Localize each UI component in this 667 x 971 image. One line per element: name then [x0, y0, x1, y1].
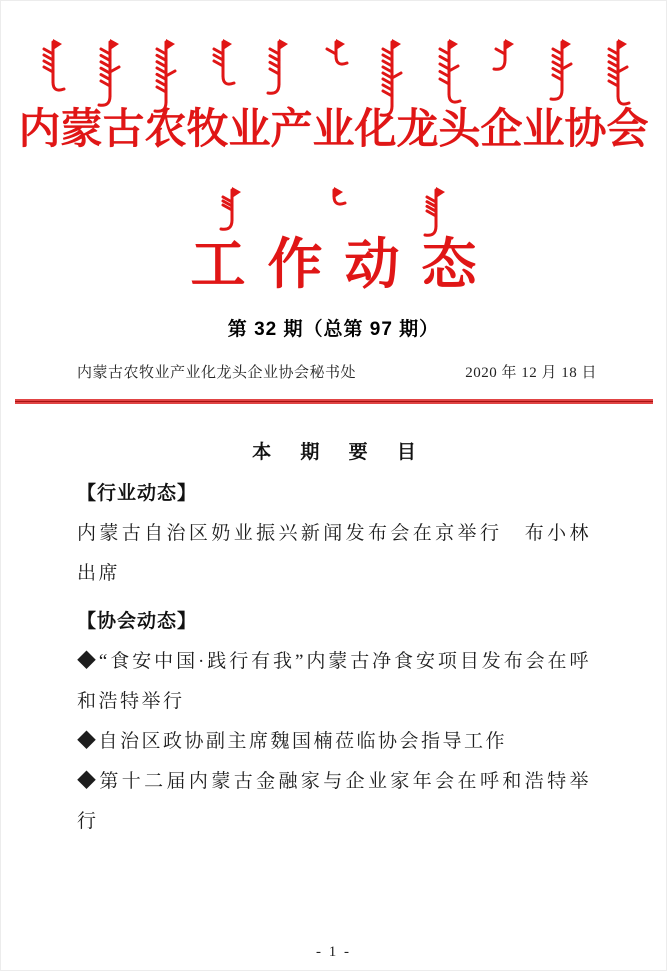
publisher-row	[0, 362, 667, 384]
mongolian-word-icon	[40, 36, 66, 102]
toc-item: 内蒙古自治区奶业振兴新闻发布会在京举行 布小林出席	[77, 523, 591, 584]
toc-item: ◆“食安中国·践行有我”内蒙古净食安项目发布会在呼和浩特举行	[77, 651, 591, 712]
section-label-association: 【协会动态】	[77, 611, 198, 632]
publish-date: 2020 年 12 月 18 日	[465, 365, 597, 381]
toc-item: ◆自治区政协副主席魏国楠莅临协会指导工作	[77, 731, 508, 752]
mongolian-word-icon	[321, 184, 347, 216]
mongolian-word-icon	[436, 36, 462, 114]
mongolian-word-icon	[210, 36, 236, 96]
mongolian-word-icon	[266, 36, 292, 104]
section-label-industry: 【行业动态】	[77, 483, 198, 504]
issue-number: 第 32 期（总第 97 期）	[227, 319, 440, 340]
mongolian-word-icon	[492, 36, 518, 80]
mongolian-script-subtitle	[0, 184, 667, 236]
contents-heading: 本 期 要 目	[252, 442, 428, 463]
mongolian-word-icon	[549, 36, 575, 110]
contents-block	[77, 440, 591, 842]
mongolian-word-icon	[323, 36, 349, 76]
masthead-divider	[15, 399, 653, 404]
page-number: - 1 -	[316, 944, 351, 960]
mongolian-word-icon	[219, 184, 245, 240]
toc-item: ◆第十二届内蒙古金融家与企业家年会在呼和浩特举行	[77, 771, 591, 832]
publisher-name: 内蒙古农牧业产业化龙头企业协会秘书处	[77, 365, 357, 381]
mongolian-script-banner	[40, 36, 631, 108]
bulletin-title: 工作动态	[190, 234, 499, 295]
org-title: 内蒙古农牧业产业化龙头企业协会	[18, 107, 649, 153]
